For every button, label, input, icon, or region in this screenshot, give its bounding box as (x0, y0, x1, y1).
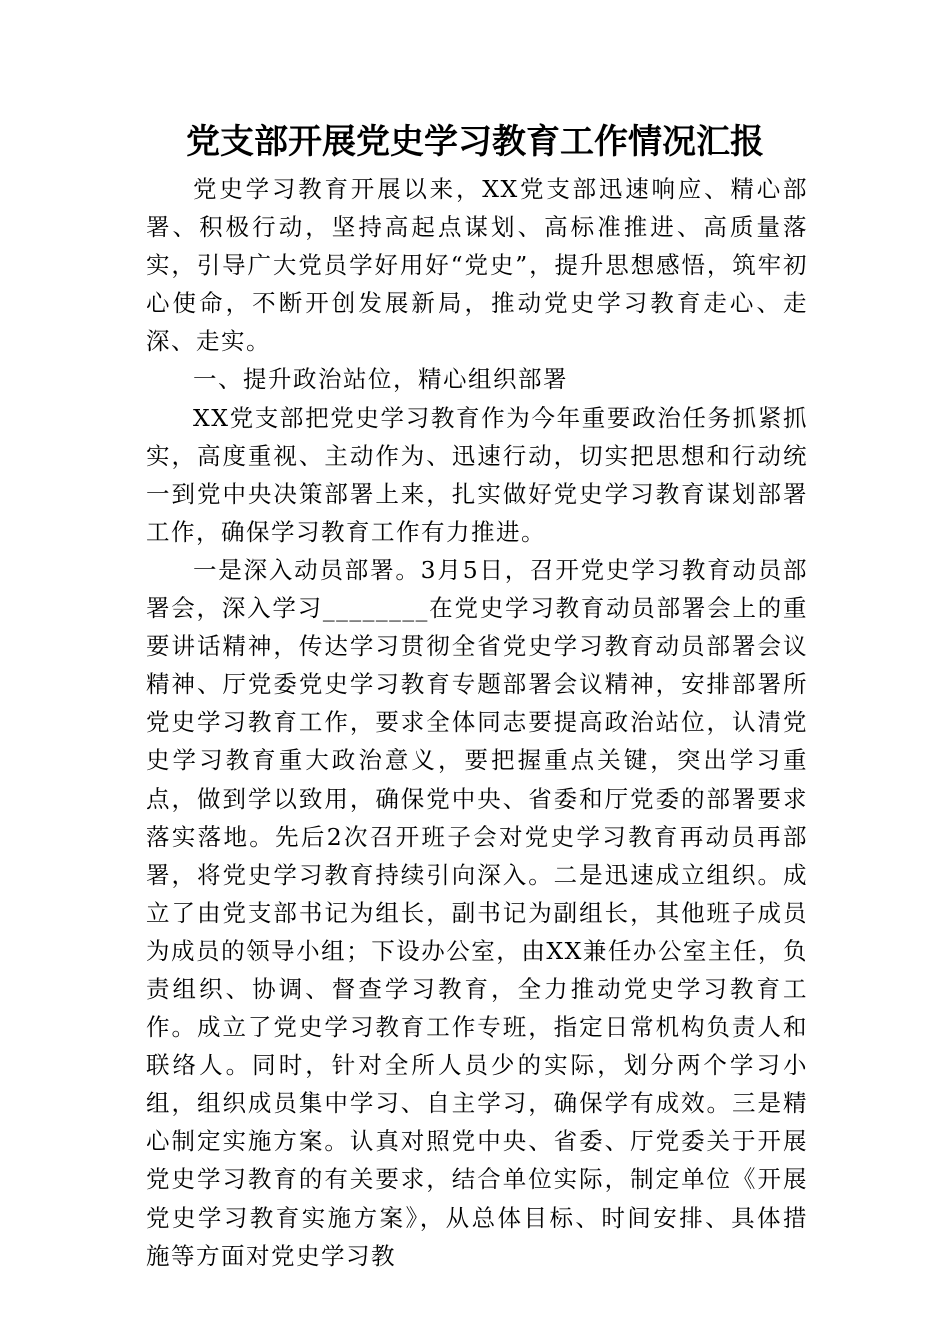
document-title: 党支部开展党史学习教育工作情况汇报 (186, 122, 764, 162)
intro-paragraph: 党史学习教育开展以来，XX党支部迅速响应、精心部署、积极行动，坚持高起点谋划、高标准推进、高质量落实，引导广大党员学好用好“党史”，提升思想感悟，筑牢初心使命，不断开创发展新局，推动党史学习教育走心、走深、走实。 (146, 175, 808, 356)
document-body (146, 170, 808, 1275)
section-paragraph: XX党支部把党史学习教育作为今年重要政治任务抓紧抓实，高度重视、主动作为、迅速行动，切实把思想和行动统一到党中央决策部署上来，扎实做好党史学习教育谋划部署工作，确保学习教育工作有力推进。 (146, 403, 808, 546)
measures-paragraph: 一是深入动员部署。3月5日，召开党史学习教育动员部署会，深入学习________在党史学习教育动员部署会上的重要讲话精神，传达学习贯彻全省党史学习教育动员部署会议精神、厅党委党史学习教育专题部署会议精神，安排部署所党史学习教育工作，要求全体同志要提高政治站位，认清党史学习教育重大政治意义，要把握重点关键，突出学习重点，做到学以致用，确保党中央、省委和厅党委的部署要求落实落地。先后2次召开班子会对党史学习教育再动员再部署，将党史学习教育持续引向深入。二是迅速成立组织。成立了由党支部书记为组长，副书记为副组长，其他班子成员为成员的领导小组；下设办公室，由XX兼任办公室主任，负责组织、协调、督查学习教育，全力推动党史学习教育工作。成立了党史学习教育工作专班，指定日常机构负责人和联络人。同时，针对全所人员少的实际，划分两个学习小组，组织成员集中学习、自主学习，确保学有成效。三是精心制定实施方案。认真对照党中央、省委、厅党委关于开展党史学习教育的有关要求，结合单位实际，制定单位《开展党史学习教育实施方案》，从总体目标、时间安排、具体措施等方面对党史学习教 (146, 555, 808, 1270)
section-heading: 一、提升政治站位，精心组织部署 (193, 365, 568, 394)
